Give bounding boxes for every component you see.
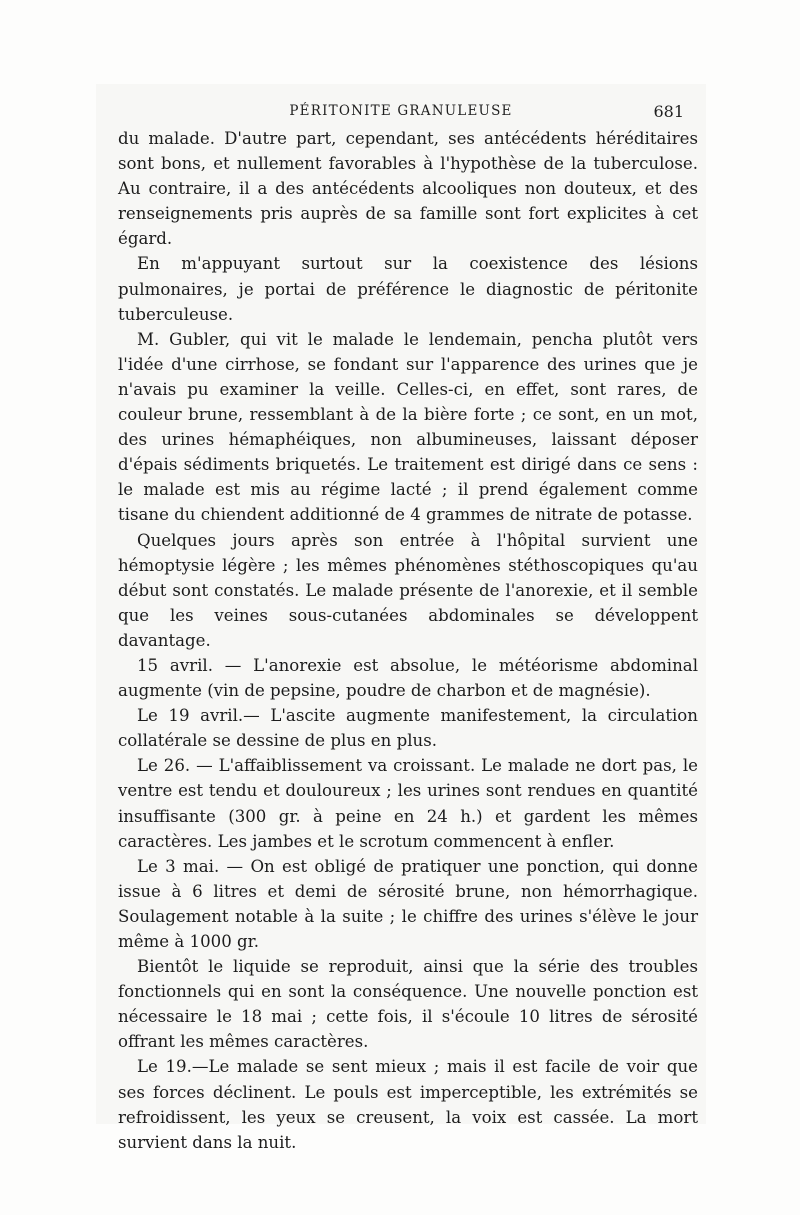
paragraph-1: du malade. D'autre part, cependant, ses antécédents héréditaires sont bons, et nullement favorables à l'hypothèse de la tuberculose. Au contraire, il a des antécédents alcooliques non douteux, et des renseignements pris auprès de sa famille sont fort explicites à cet égard. [118,129,698,249]
paragraph-6: Le 19 avril.— L'ascite augmente manifestement, la circulation collatérale se dessine de plus en plus. [118,706,698,751]
paragraph-10: Le 19.—Le malade se sent mieux ; mais il est facile de voir que ses forces déclinent. Le pouls est imperceptible, les extrémités se refroidissent, les yeux se creusent, la voix est cassée. La mort survient dans la nuit. [118,1057,698,1152]
page-number: 681 [653,102,684,121]
paragraph-9: Bientôt le liquide se reproduit, ainsi que la série des troubles fonctionnels qui en sont la conséquence. Une nouvelle ponction est nécessaire le 18 mai ; cette fois, il s'écoule 10 litres de sérosité offrant les mêmes caractères. [118,957,698,1052]
body-text [118,126,698,1155]
running-title: PÉRITONITE GRANULEUSE [289,103,513,119]
paragraph-3: M. Gubler, qui vit le malade le lendemain, pencha plutôt vers l'idée d'une cirrhose, se fondant sur l'apparence des urines que je n'avais pu examiner la veille. Celles-ci, en effet, sont rares, de couleur brune, ressemblant à de la bière forte ; ce sont, en un mot, des urines hémaphéiques, non albumineuses, laissant déposer d'épais sédiments briquetés. Le traitement est dirigé dans ce sens : le malade est mis au régime lacté ; il prend également comme tisane du chiendent additionné de 4 grammes de nitrate de potasse. [118,329,698,525]
paragraph-4: Quelques jours après son entrée à l'hôpital survient une hémoptysie légère ; les mêmes phénomènes stéthoscopiques qu'au début sont constatés. Le malade présente de l'anorexie, et il semble que les veines sous-cutanées abdominales se développent davantage. [118,530,698,650]
paragraph-8: Le 3 mai. — On est obligé de pratiquer une ponction, qui donne issue à 6 litres et demi de sérosité brune, non hémorrhagique. Soulagement notable à la suite ; le chiffre des urines s'élève le jour même à 1000 gr. [118,856,698,951]
paragraph-2: En m'appuyant surtout sur la coexistence des lésions pulmonaires, je portai de préférence le diagnostic de péritonite tuberculeuse. [118,254,698,324]
page-header [118,103,684,127]
paragraph-5: 15 avril. — L'anorexie est absolue, le météorisme abdominal augmente (vin de pepsine, poudre de charbon et de magnésie). [118,655,698,701]
paragraph-7: Le 26. — L'affaiblissement va croissant. Le malade ne dort pas, le ventre est tendu et douloureux ; les urines sont rendues en quantité insuffisante (300 gr. à peine en 24 h.) et gardent les mêmes caractères. Les jambes et le scrotum commencent à enfler. [118,756,698,851]
